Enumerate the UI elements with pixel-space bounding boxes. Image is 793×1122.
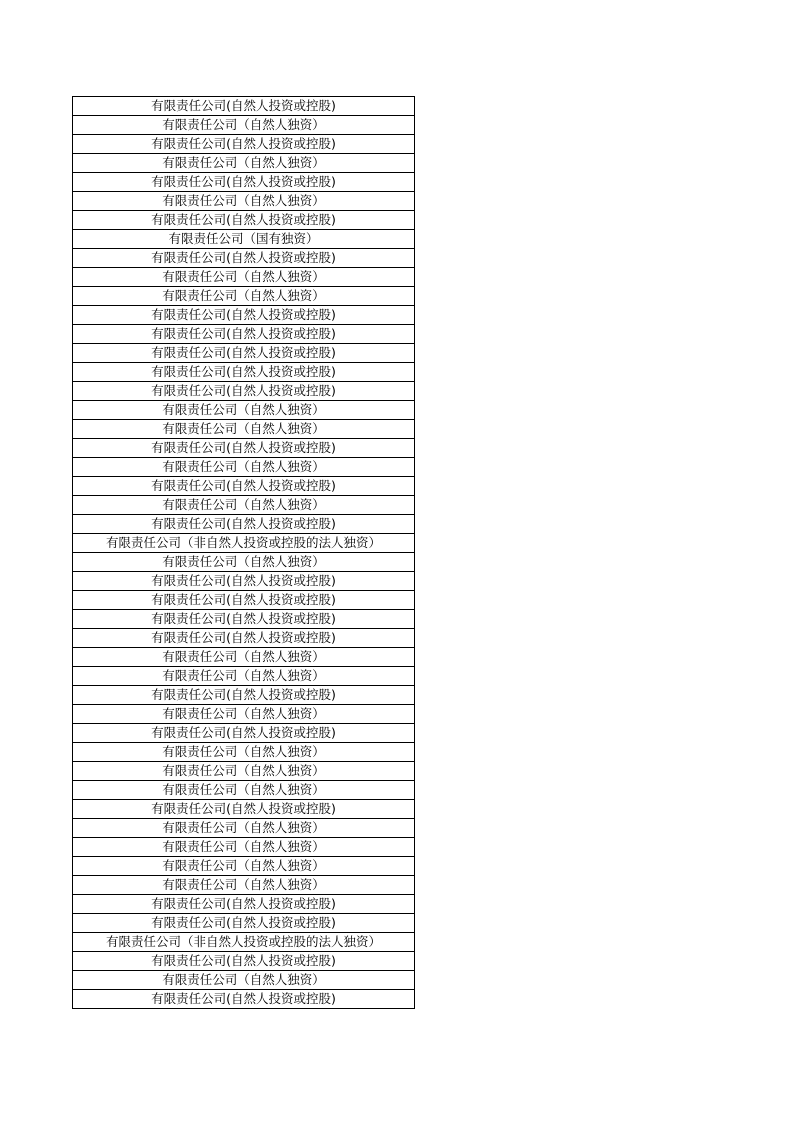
company-type-cell: 有限责任公司(自然人投资或控股) <box>73 306 415 325</box>
company-type-cell: 有限责任公司(自然人投资或控股) <box>73 325 415 344</box>
company-type-cell: 有限责任公司(自然人投资或控股) <box>73 363 415 382</box>
table-row <box>73 211 415 230</box>
table-row <box>73 952 415 971</box>
table-row <box>73 572 415 591</box>
company-type-cell: 有限责任公司（自然人独资） <box>73 192 415 211</box>
company-type-table-body <box>73 97 415 1009</box>
table-row <box>73 933 415 952</box>
company-type-cell: 有限责任公司（自然人独资） <box>73 857 415 876</box>
company-type-cell: 有限责任公司(自然人投资或控股) <box>73 249 415 268</box>
company-type-cell: 有限责任公司(自然人投资或控股) <box>73 610 415 629</box>
company-type-cell: 有限责任公司（自然人独资） <box>73 648 415 667</box>
table-row <box>73 268 415 287</box>
company-type-cell: 有限责任公司（非自然人投资或控股的法人独资） <box>73 534 415 553</box>
company-type-cell: 有限责任公司（自然人独资） <box>73 819 415 838</box>
table-row <box>73 515 415 534</box>
table-row <box>73 762 415 781</box>
company-type-cell: 有限责任公司(自然人投资或控股) <box>73 686 415 705</box>
table-row <box>73 629 415 648</box>
table-row <box>73 914 415 933</box>
table-row <box>73 97 415 116</box>
table-row <box>73 382 415 401</box>
table-row <box>73 534 415 553</box>
company-type-cell: 有限责任公司（国有独资） <box>73 230 415 249</box>
company-type-cell: 有限责任公司（自然人独资） <box>73 781 415 800</box>
table-row <box>73 192 415 211</box>
company-type-cell: 有限责任公司（自然人独资） <box>73 420 415 439</box>
company-type-cell: 有限责任公司(自然人投资或控股) <box>73 895 415 914</box>
company-type-cell: 有限责任公司（自然人独资） <box>73 838 415 857</box>
company-type-cell: 有限责任公司（自然人独资） <box>73 553 415 572</box>
table-row <box>73 610 415 629</box>
table-row <box>73 287 415 306</box>
company-type-cell: 有限责任公司（非自然人投资或控股的法人独资） <box>73 933 415 952</box>
table-row <box>73 857 415 876</box>
company-type-cell: 有限责任公司（自然人独资） <box>73 705 415 724</box>
table-row <box>73 173 415 192</box>
table-row <box>73 477 415 496</box>
table-row <box>73 401 415 420</box>
company-type-cell: 有限责任公司（自然人独资） <box>73 762 415 781</box>
table-row <box>73 553 415 572</box>
table-row <box>73 743 415 762</box>
table-row <box>73 800 415 819</box>
table-row <box>73 249 415 268</box>
company-type-cell: 有限责任公司(自然人投资或控股) <box>73 724 415 743</box>
company-type-cell: 有限责任公司（自然人独资） <box>73 154 415 173</box>
table-row <box>73 876 415 895</box>
table-row <box>73 705 415 724</box>
company-type-cell: 有限责任公司(自然人投资或控股) <box>73 629 415 648</box>
company-type-cell: 有限责任公司(自然人投资或控股) <box>73 990 415 1009</box>
company-type-cell: 有限责任公司（自然人独资） <box>73 116 415 135</box>
table-row <box>73 154 415 173</box>
company-type-cell: 有限责任公司（自然人独资） <box>73 496 415 515</box>
table-row <box>73 686 415 705</box>
table-row <box>73 819 415 838</box>
company-type-cell: 有限责任公司（自然人独资） <box>73 667 415 686</box>
table-row <box>73 648 415 667</box>
table-row <box>73 420 415 439</box>
table-row <box>73 838 415 857</box>
table-row <box>73 895 415 914</box>
table-row <box>73 971 415 990</box>
company-type-cell: 有限责任公司(自然人投资或控股) <box>73 572 415 591</box>
company-type-cell: 有限责任公司（自然人独资） <box>73 268 415 287</box>
company-type-cell: 有限责任公司(自然人投资或控股) <box>73 173 415 192</box>
company-type-cell: 有限责任公司(自然人投资或控股) <box>73 591 415 610</box>
company-type-cell: 有限责任公司（自然人独资） <box>73 287 415 306</box>
table-row <box>73 667 415 686</box>
company-type-cell: 有限责任公司(自然人投资或控股) <box>73 914 415 933</box>
company-type-cell: 有限责任公司(自然人投资或控股) <box>73 211 415 230</box>
table-row <box>73 781 415 800</box>
company-type-cell: 有限责任公司(自然人投资或控股) <box>73 97 415 116</box>
table-row <box>73 325 415 344</box>
table-row <box>73 591 415 610</box>
company-type-table <box>72 96 415 1009</box>
table-row <box>73 344 415 363</box>
company-type-cell: 有限责任公司(自然人投资或控股) <box>73 952 415 971</box>
table-row <box>73 306 415 325</box>
company-type-cell: 有限责任公司(自然人投资或控股) <box>73 344 415 363</box>
table-row <box>73 990 415 1009</box>
company-type-cell: 有限责任公司(自然人投资或控股) <box>73 477 415 496</box>
table-row <box>73 363 415 382</box>
company-type-cell: 有限责任公司(自然人投资或控股) <box>73 439 415 458</box>
company-type-cell: 有限责任公司（自然人独资） <box>73 876 415 895</box>
company-type-cell: 有限责任公司(自然人投资或控股) <box>73 800 415 819</box>
company-type-cell: 有限责任公司（自然人独资） <box>73 458 415 477</box>
company-type-cell: 有限责任公司(自然人投资或控股) <box>73 135 415 154</box>
company-type-cell: 有限责任公司（自然人独资） <box>73 971 415 990</box>
table-row <box>73 135 415 154</box>
company-type-cell: 有限责任公司(自然人投资或控股) <box>73 382 415 401</box>
table-row <box>73 496 415 515</box>
table-row <box>73 458 415 477</box>
company-type-cell: 有限责任公司(自然人投资或控股) <box>73 515 415 534</box>
table-row <box>73 230 415 249</box>
company-type-cell: 有限责任公司（自然人独资） <box>73 743 415 762</box>
table-row <box>73 439 415 458</box>
table-row <box>73 116 415 135</box>
table-row <box>73 724 415 743</box>
company-type-cell: 有限责任公司（自然人独资） <box>73 401 415 420</box>
